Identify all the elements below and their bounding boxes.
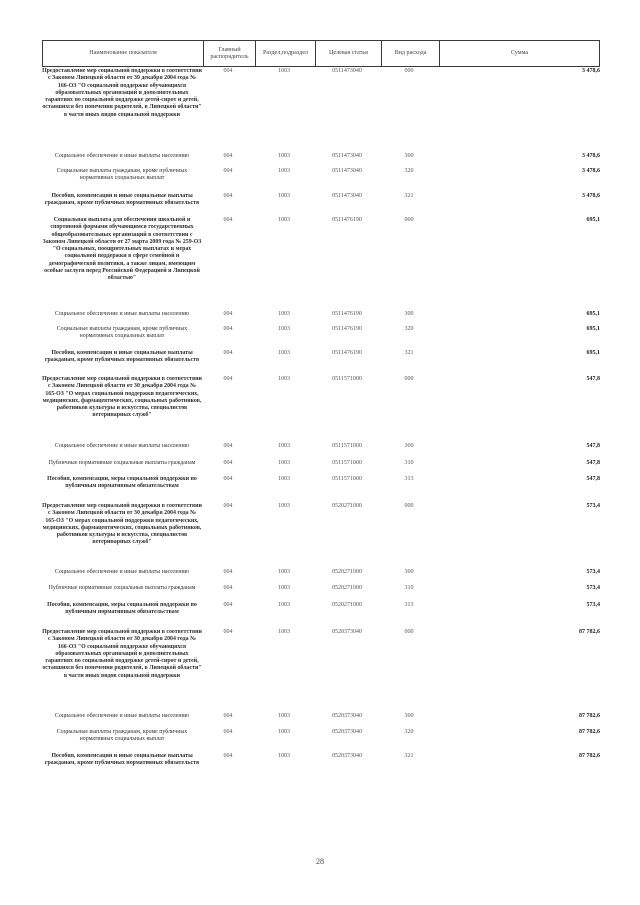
row-target: 0511476190 [332, 217, 362, 223]
row-name: Предоставление мер социальной поддержки в соответствии с Законом Липецкой области от 30 декабря 2004 года № 166-ОЗ "О социальной поддержке обучающихся образовательных организаций и дополнительных гарантиях по социальной поддержке детей-сирот и детей, оставшихся без попечения родителей, в Липецкой области" в части иных видов социальной поддержки [42, 68, 202, 118]
row-target: 0520373040 [332, 729, 362, 735]
row-name: Социальное обеспечение и иные выплаты населению [54, 311, 190, 317]
row-target: 0511476190 [332, 311, 362, 317]
row-name: Предоставление мер социальной поддержки в соответствии с Законом Липецкой области от 30 декабря 2004 года № 166-ОЗ "О социальной поддержке обучающихся образовательных организаций и дополнительных гарантиях по социальной поддержке детей-сирот и детей, оставшихся без попечения родителей, в Липецкой области" в части иных видов социальной поддержки [42, 629, 202, 679]
row-kind: 313 [404, 602, 414, 608]
row-kind: 300 [404, 569, 414, 575]
row-target: 0511473040 [332, 168, 362, 174]
row-chief: 004 [223, 376, 233, 382]
row-kind: 310 [404, 585, 414, 591]
row-kind: 000 [404, 376, 414, 382]
row-name: Социальные выплаты гражданам, кроме публичных нормативных социальных выплат [56, 326, 188, 340]
row-sum: 573,4 [586, 503, 600, 509]
row-target: 0511571000 [332, 460, 362, 466]
row-chief: 004 [223, 503, 233, 509]
row-target: 0520271000 [332, 585, 362, 591]
row-name: Пособия, компенсации и иные социальные выплаты гражданам, кроме публичных нормативных обязательств [44, 753, 200, 767]
row-name: Социальное обеспечение и иные выплаты населению [54, 443, 190, 449]
row-name: Социальное обеспечение и иные выплаты населению [54, 153, 190, 159]
row-sum: 573,4 [586, 585, 600, 591]
row-sum: 3 478,6 [582, 153, 600, 159]
row-target: 0511476190 [332, 326, 362, 332]
row-section: 1003 [278, 629, 290, 635]
row-name: Пособия, компенсации и иные социальные выплаты гражданам, кроме публичных нормативных обязательств [44, 193, 200, 207]
row-section: 1003 [278, 350, 290, 356]
row-target: 0511476190 [332, 350, 362, 356]
row-target: 0520271000 [332, 569, 362, 575]
row-name: Социальное обеспечение и иные выплаты населению [54, 713, 190, 719]
row-sum: 87 782,6 [579, 729, 600, 735]
row-chief: 004 [223, 629, 233, 635]
row-chief: 004 [223, 729, 233, 735]
row-kind: 000 [404, 217, 414, 223]
row-sum: 3 478,6 [582, 193, 600, 199]
row-kind: 321 [404, 350, 414, 356]
row-chief: 004 [223, 569, 233, 575]
row-chief: 004 [223, 311, 233, 317]
row-kind: 000 [404, 68, 414, 74]
row-kind: 000 [404, 503, 414, 509]
row-section: 1003 [278, 503, 290, 509]
row-chief: 004 [223, 350, 233, 356]
row-sum: 547,8 [586, 376, 600, 382]
row-sum: 695,1 [586, 217, 600, 223]
row-chief: 004 [223, 193, 233, 199]
table-header [42, 40, 600, 67]
row-section: 1003 [278, 443, 290, 449]
row-sum: 87 782,6 [579, 753, 600, 759]
row-section: 1003 [278, 153, 290, 159]
row-section: 1003 [278, 585, 290, 591]
row-target: 0520373040 [332, 753, 362, 759]
row-chief: 004 [223, 68, 233, 74]
header-target: Целевая статья [315, 41, 381, 66]
row-sum: 573,4 [586, 602, 600, 608]
row-name: Предоставление мер социальной поддержки в соответствии с Законом Липецкой области от 30 декабря 2004 года № 165-ОЗ "О мерах социальной поддержки педагогических, медицинских, фармацевтических, социальных работников, работников культуры и искусства, специалистов ветеринарных служб" [42, 503, 202, 546]
row-section: 1003 [278, 460, 290, 466]
row-chief: 004 [223, 326, 233, 332]
row-sum: 573,4 [586, 569, 600, 575]
row-sum: 3 478,6 [582, 168, 600, 174]
page-number: 28 [316, 857, 324, 866]
row-target: 0511571000 [332, 476, 362, 482]
row-section: 1003 [278, 376, 290, 382]
row-section: 1003 [278, 326, 290, 332]
row-name: Социальные выплаты гражданам, кроме публичных нормативных социальных выплат [56, 168, 188, 182]
row-name: Пособия, компенсации и иные социальные выплаты гражданам, кроме публичных нормативных обязательств [44, 350, 200, 364]
row-section: 1003 [278, 476, 290, 482]
row-section: 1003 [278, 68, 290, 74]
row-section: 1003 [278, 753, 290, 759]
row-name: Социальное обеспечение и иные выплаты населению [54, 569, 190, 575]
row-sum: 695,1 [586, 350, 600, 356]
row-chief: 004 [223, 217, 233, 223]
row-section: 1003 [278, 713, 290, 719]
row-name: Пособия, компенсации, меры социальной поддержки по публичным нормативным обязательствам [47, 476, 197, 490]
row-target: 0520271000 [332, 503, 362, 509]
row-target: 0511473040 [332, 193, 362, 199]
row-section: 1003 [278, 217, 290, 223]
row-section: 1003 [278, 311, 290, 317]
row-target: 0520373040 [332, 713, 362, 719]
row-chief: 004 [223, 460, 233, 466]
row-sum: 547,8 [586, 443, 600, 449]
row-sum: 87 782,6 [579, 629, 600, 635]
row-chief: 004 [223, 602, 233, 608]
row-sum: 695,1 [586, 326, 600, 332]
row-chief: 004 [223, 443, 233, 449]
row-target: 0511571000 [332, 376, 362, 382]
row-name: Социальная выплата для обеспечения школьной и спортивной формами обучающимся государственных общеобразовательных организаций в соответствии с Законом Липецкой области от 27 марта 2009 года № 259-ОЗ "О социальных, поощрительных выплатах и мерах социальной поддержки в сфере семейной и демографической политики, а также лицам, имеющим особые заслуги перед Российской Федерацией и Липецкой областью" [42, 217, 202, 282]
row-chief: 004 [223, 585, 233, 591]
row-kind: 300 [404, 713, 414, 719]
row-kind: 320 [404, 326, 414, 332]
row-kind: 313 [404, 476, 414, 482]
row-name: Публичные нормативные социальные выплаты гражданам [48, 460, 196, 466]
row-target: 0511571000 [332, 443, 362, 449]
row-target: 0520271000 [332, 602, 362, 608]
row-name: Предоставление мер социальной поддержки в соответствии с Законом Липецкой области от 30 декабря 2004 года № 165-ОЗ "О мерах социальной поддержки педагогических, медицинских, фармацевтических, социальных работников, работников культуры и искусства, специалистов ветеринарных служб" [42, 376, 202, 419]
row-name: Пособия, компенсации, меры социальной поддержки по публичным нормативным обязательствам [47, 602, 197, 616]
row-sum: 547,8 [586, 460, 600, 466]
row-kind: 320 [404, 168, 414, 174]
row-chief: 004 [223, 168, 233, 174]
row-kind: 300 [404, 153, 414, 159]
row-section: 1003 [278, 729, 290, 735]
row-chief: 004 [223, 476, 233, 482]
header-section: Раздел,подраздел [255, 41, 315, 66]
row-name: Социальные выплаты гражданам, кроме публичных нормативных социальных выплат [56, 729, 188, 743]
row-sum: 547,8 [586, 476, 600, 482]
row-kind: 321 [404, 753, 414, 759]
row-section: 1003 [278, 168, 290, 174]
row-target: 0511473040 [332, 68, 362, 74]
row-kind: 300 [404, 443, 414, 449]
row-sum: 3 478,6 [582, 68, 600, 74]
row-sum: 695,1 [586, 311, 600, 317]
row-target: 0511473040 [332, 153, 362, 159]
row-target: 0520373040 [332, 629, 362, 635]
row-sum: 87 782,6 [579, 713, 600, 719]
row-kind: 000 [404, 629, 414, 635]
header-kind: Вид расхода [381, 41, 439, 66]
row-chief: 004 [223, 153, 233, 159]
row-name: Публичные нормативные социальные выплаты гражданам [48, 585, 196, 591]
header-chief: Главный распорядитель [203, 41, 255, 66]
row-kind: 300 [404, 311, 414, 317]
row-section: 1003 [278, 193, 290, 199]
row-section: 1003 [278, 602, 290, 608]
row-kind: 321 [404, 193, 414, 199]
row-chief: 004 [223, 713, 233, 719]
header-sum: Сумма [439, 41, 599, 66]
row-chief: 004 [223, 753, 233, 759]
row-kind: 320 [404, 729, 414, 735]
row-kind: 310 [404, 460, 414, 466]
row-section: 1003 [278, 569, 290, 575]
header-name: Наименование показателя [89, 50, 157, 56]
